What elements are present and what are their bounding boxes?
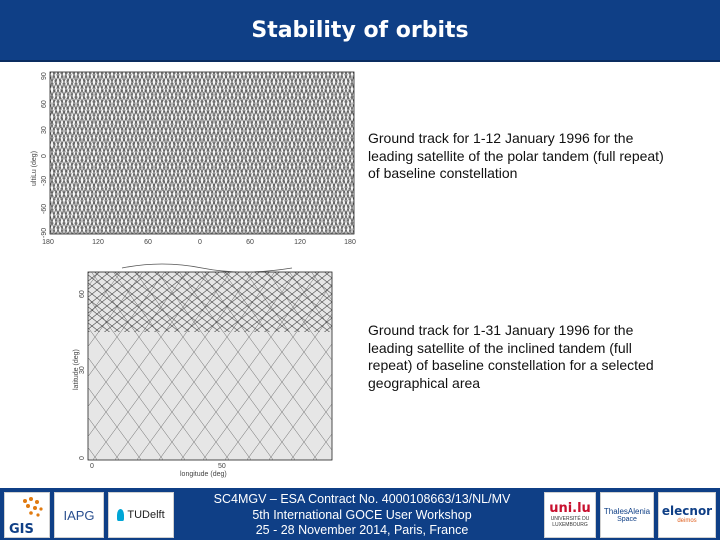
luxembourg-logo bbox=[544, 492, 596, 538]
gis-logo-mark bbox=[5, 493, 49, 537]
caption-line: repeat) of baseline constellation for a selected bbox=[368, 357, 654, 373]
tudelft-logo bbox=[108, 492, 174, 538]
thales-text-2: Space bbox=[617, 515, 637, 523]
inclined-xtick: 0 bbox=[90, 463, 94, 470]
iapg-logo bbox=[54, 492, 104, 538]
polar-xtick: 120 bbox=[92, 239, 104, 246]
polar-xtick: 120 bbox=[294, 239, 306, 246]
thales-text-1: ThalesAlenia bbox=[603, 506, 651, 516]
polar-groundtrack-plot bbox=[28, 68, 368, 248]
inclined-caption bbox=[368, 322, 698, 392]
inclined-xtick: 50 bbox=[218, 463, 226, 470]
iapg-logo-text: IAPG bbox=[63, 507, 95, 523]
inclined-ytick: 60 bbox=[79, 290, 86, 298]
caption-line: leading satellite of the polar tandem (full repeat) bbox=[368, 147, 664, 164]
thales-alenia-logo bbox=[600, 492, 654, 538]
inclined-xlabel: longitude (deg) bbox=[180, 471, 227, 478]
elecnor-logo-text: elecnor bbox=[661, 504, 713, 518]
footer-line: 25 - 28 November 2014, Paris, France bbox=[255, 523, 469, 537]
luxembourg-text-1: UNIVERSITÉ DU bbox=[550, 516, 590, 522]
inclined-ylabel: latitude (deg) bbox=[73, 349, 80, 390]
caption-line: of baseline constellation bbox=[368, 165, 518, 181]
luxembourg-mark-icon: uni.lu bbox=[549, 501, 591, 516]
inclined-groundtrack-plot bbox=[62, 262, 336, 480]
inclined-ytick: 0 bbox=[79, 456, 86, 460]
luxembourg-text-2: LUXEMBOURG bbox=[552, 522, 588, 528]
polar-xtick: 60 bbox=[246, 239, 254, 246]
caption-line: Ground track for 1-12 January 1996 for the bbox=[368, 130, 634, 146]
polar-xtick: 180 bbox=[42, 239, 54, 246]
caption-line: geographical area bbox=[368, 374, 481, 391]
polar-ytick: -90 bbox=[41, 227, 48, 238]
slide-title-bar bbox=[0, 0, 720, 62]
gis-logo-text: GIS bbox=[9, 522, 34, 537]
polar-caption bbox=[368, 130, 698, 183]
polar-xtick: 180 bbox=[344, 239, 356, 246]
tudelft-flame-icon bbox=[117, 509, 124, 521]
polar-ytick: 60 bbox=[41, 100, 48, 108]
polar-ytick: -60 bbox=[41, 203, 48, 214]
polar-ytick: 90 bbox=[41, 72, 48, 80]
polar-ytick: 0 bbox=[41, 154, 48, 158]
polar-ytick: 30 bbox=[41, 126, 48, 134]
caption-line: Ground track for 1-31 January 1996 for the bbox=[368, 322, 634, 338]
inclined-ytick: 30 bbox=[79, 366, 86, 374]
slide-title: Stability of orbits bbox=[251, 17, 469, 43]
caption-line: leading satellite of the inclined tandem (full bbox=[368, 339, 632, 356]
elecnor-sub-text: deimos bbox=[677, 518, 697, 524]
polar-xtick: 60 bbox=[144, 239, 152, 246]
footer-info bbox=[180, 492, 544, 539]
polar-xtick: 0 bbox=[198, 239, 202, 246]
tudelft-logo-text: TUDelft bbox=[127, 509, 165, 521]
polar-ylabel: ultiLu (deg) bbox=[31, 150, 38, 186]
polar-ytick: -30 bbox=[41, 175, 48, 186]
gis-logo bbox=[4, 492, 50, 538]
footer-line: 5th International GOCE User Workshop bbox=[252, 507, 472, 522]
footer-line: SC4MGV – ESA Contract No. 4000108663/13/NL/MV bbox=[213, 492, 511, 506]
elecnor-logo bbox=[658, 492, 716, 538]
